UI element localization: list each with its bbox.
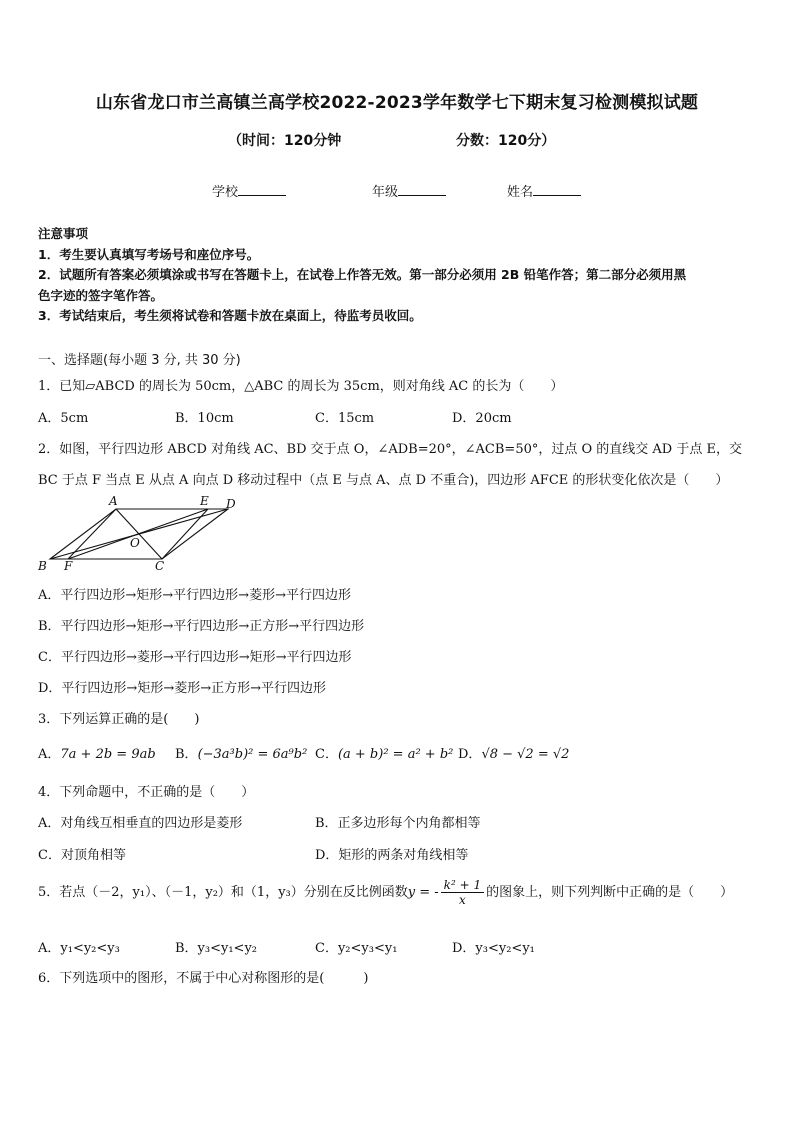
q2-figure <box>36 494 256 574</box>
line-ef <box>68 509 208 559</box>
q4-option-c: C．对顶角相等 <box>38 848 126 863</box>
label-o: O <box>130 536 140 550</box>
q5-stem: 5．若点（－2，y₁）、（－1，y₂）和（1，y₃）分别在反比例函数y = - $\frac{\text{k² + 1}}{x}$ 的图象上，则下列判断中正确的是（ ） <box>38 878 734 907</box>
q5-func-denominator: x <box>458 893 466 907</box>
time-limit: （时间：120分钟 <box>228 133 342 149</box>
q3-option-a: A．7a + 2b = 9ab <box>38 747 156 762</box>
instructions-heading: 注意事项 <box>38 226 89 241</box>
q5-option-a: A．y₁<y₂<y₃ <box>38 941 120 956</box>
q5-func-lhs: y = - <box>407 885 439 900</box>
grade-blank <box>398 183 446 196</box>
label-a: A <box>109 494 118 508</box>
q5-fraction <box>441 878 484 907</box>
q4-option-d: D．矩形的两条对角线相等 <box>315 848 469 863</box>
q2-option-c: C．平行四边形→菱形→平行四边形→矩形→平行四边形 <box>38 650 352 665</box>
q4-option-a: A．对角线互相垂直的四边形是菱形 <box>38 816 243 831</box>
label-f: F <box>64 559 73 573</box>
page-title: 山东省龙口市兰高镇兰高学校2022-2023学年数学七下期末复习检测模拟试题 <box>95 93 699 113</box>
instructions <box>38 224 760 327</box>
q3-option-c: C．(a + b)² = a² + b² <box>315 747 454 762</box>
name-field: 姓名 <box>507 181 581 200</box>
exam-meta <box>0 130 794 152</box>
q5-option-b: B．y₃<y₁<y₂ <box>175 941 258 956</box>
q2-stem-2: BC 于点 F 当点 E 从点 A 向点 D 移动过程中（点 E 与点 A、点 D 不重合)，四边形 AFCE 的形状变化依次是（ ） <box>38 473 729 488</box>
q5-option-d: D．y₃<y₂<y₁ <box>452 941 535 956</box>
q4-option-b: B．正多边形每个内角都相等 <box>315 816 481 831</box>
q5-option-c: C．y₂<y₃<y₁ <box>315 941 398 956</box>
q3-expr-b: (−3a³b)² = 6a⁹b² <box>197 747 308 762</box>
q4-stem: 4．下列命题中，不正确的是（ ） <box>38 785 255 800</box>
q2-option-d: D．平行四边形→矩形→菱形→正方形→平行四边形 <box>38 681 326 696</box>
q1-option-c: C．15cm <box>315 411 375 426</box>
segment-ce <box>162 509 208 559</box>
student-info <box>0 181 794 201</box>
school-blank <box>238 183 286 196</box>
section-heading: 一、选择题(每小题 3 分, 共 30 分) <box>38 353 241 368</box>
instruction-2: 2．试题所有答案必须填涂或书写在答题卡上，在试卷上作答无效。第一部分必须用 2B 铅笔作答；第二部分必须用黑 <box>38 267 687 282</box>
q3-stem: 3．下列运算正确的是( ) <box>38 712 200 727</box>
name-blank <box>533 183 581 196</box>
q1-option-d: D．20cm <box>452 411 512 426</box>
q2-option-b: B．平行四边形→矩形→平行四边形→正方形→平行四边形 <box>38 619 365 634</box>
segment-af <box>68 509 116 559</box>
q6-stem: 6．下列选项中的图形，不属于中心对称图形的是( ) <box>38 971 369 986</box>
q3-option-d: D．√8 − √2 = √2 <box>458 747 570 762</box>
instruction-2-cont: 色字迹的签字笔作答。 <box>38 287 164 303</box>
q3-expr-d: √8 − √2 = √2 <box>481 747 570 762</box>
total-score: 分数：120分） <box>456 133 556 149</box>
q1-stem: 1．已知▱ABCD 的周长为 50cm，△ABC 的周长为 35cm，则对角线 AC 的长为（ ） <box>38 379 564 394</box>
q3-expr-a: 7a + 2b = 9ab <box>60 747 156 762</box>
label-e: E <box>200 494 209 508</box>
label-b: B <box>38 559 47 573</box>
instruction-3: 3．考试结束后，考生须将试卷和答题卡放在桌面上，待监考员收回。 <box>38 308 422 323</box>
q3-option-b: B．(−3a³b)² = 6a⁹b² <box>175 747 308 762</box>
q2-stem-1: 2．如图，平行四边形 ABCD 对角线 AC、BD 交于点 O，∠ADB=20°，∠ACB=50°，过点 O 的直线交 AD 于点 E，交 <box>38 442 742 457</box>
instruction-1: 1．考生要认真填写考场号和座位序号。 <box>38 246 260 262</box>
label-d: D <box>226 497 236 511</box>
q3-expr-c: (a + b)² = a² + b² <box>337 747 454 762</box>
q5-func-numerator: k² + 1 <box>441 878 484 893</box>
q1-option-b: B．10cm <box>175 411 234 426</box>
grade-field: 年级 <box>372 181 446 200</box>
q1-option-a: A．5cm <box>38 411 89 426</box>
school-field: 学校 <box>212 181 286 200</box>
label-c: C <box>155 559 165 573</box>
q2-option-a: A．平行四边形→矩形→平行四边形→菱形→平行四边形 <box>38 588 351 603</box>
